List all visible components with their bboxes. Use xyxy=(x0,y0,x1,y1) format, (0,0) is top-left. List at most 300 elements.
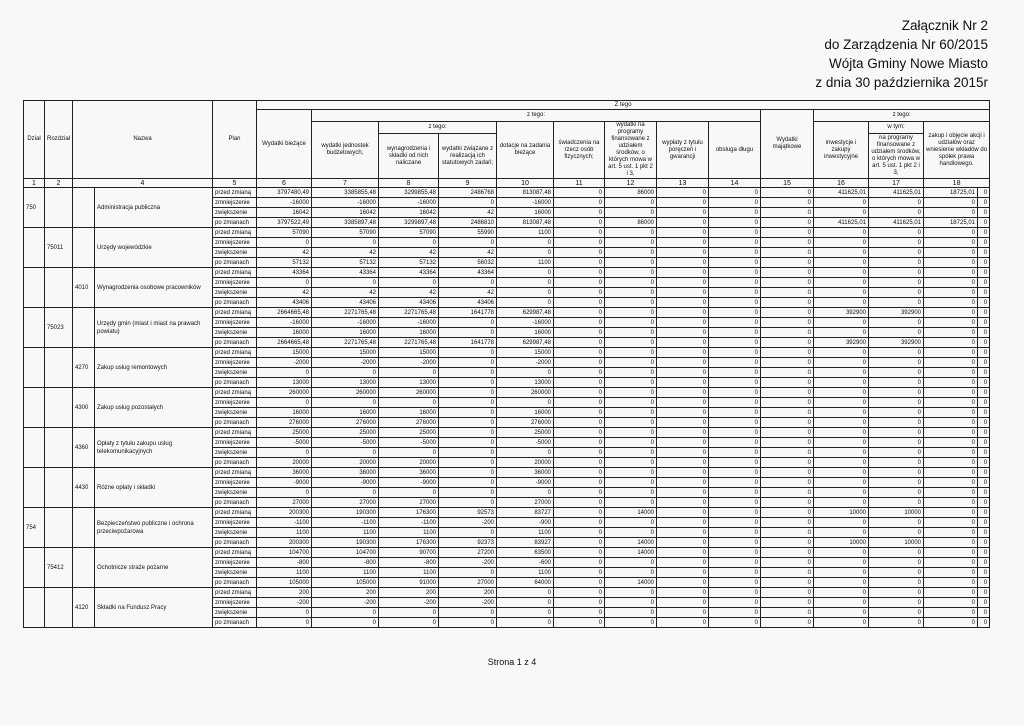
value-cell: 0 xyxy=(869,568,924,578)
value-cell: 0 xyxy=(814,328,869,338)
value-cell: 0 xyxy=(554,318,605,328)
value-cell: 813087,48 xyxy=(497,188,554,198)
value-cell: 0 xyxy=(439,498,497,508)
status-cell: zmniejszenie xyxy=(213,278,257,288)
value-cell: 105000 xyxy=(257,578,312,588)
status-cell: po zmianach xyxy=(213,418,257,428)
value-cell: 0 xyxy=(554,308,605,318)
value-cell: 0 xyxy=(924,278,978,288)
value-cell: 0 xyxy=(978,328,990,338)
value-cell: 0 xyxy=(814,198,869,208)
value-cell: 0 xyxy=(709,498,761,508)
value-cell: 0 xyxy=(554,418,605,428)
value-cell: -800 xyxy=(257,558,312,568)
value-cell: 0 xyxy=(709,288,761,298)
value-cell: 10000 xyxy=(814,538,869,548)
value-cell: 27000 xyxy=(312,498,379,508)
value-cell: 0 xyxy=(924,238,978,248)
value-cell: 276000 xyxy=(312,418,379,428)
value-cell: 0 xyxy=(709,488,761,498)
value-cell: 0 xyxy=(554,468,605,478)
value-cell: 0 xyxy=(709,338,761,348)
col-plan: Plan xyxy=(213,101,257,179)
value-cell: 0 xyxy=(814,318,869,328)
value-cell: 0 xyxy=(554,578,605,588)
value-cell: 0 xyxy=(814,358,869,368)
value-cell: 0 xyxy=(761,618,814,628)
value-cell: 0 xyxy=(709,448,761,458)
value-cell: 104700 xyxy=(257,548,312,558)
value-cell: 0 xyxy=(657,398,709,408)
value-cell: 0 xyxy=(439,388,497,398)
value-cell: 0 xyxy=(978,268,990,278)
value-cell: 10000 xyxy=(869,538,924,548)
value-cell: 0 xyxy=(554,278,605,288)
budget-table xyxy=(23,100,990,628)
paragraf-cell xyxy=(73,228,95,268)
value-cell: 2664665,48 xyxy=(257,308,312,318)
value-cell: 0 xyxy=(439,618,497,628)
value-cell: 20000 xyxy=(497,458,554,468)
value-cell: 0 xyxy=(814,558,869,568)
value-cell: 43406 xyxy=(312,298,379,308)
value-cell: 411625,01 xyxy=(869,218,924,228)
value-cell: 57132 xyxy=(257,258,312,268)
value-cell: 0 xyxy=(761,398,814,408)
status-cell: przed zmianą xyxy=(213,348,257,358)
col-number: 2 xyxy=(45,179,73,188)
col-z-tego-jednostek: z tego: xyxy=(379,122,497,134)
value-cell: 0 xyxy=(978,558,990,568)
value-cell: 15000 xyxy=(312,348,379,358)
value-cell: 0 xyxy=(554,408,605,418)
value-cell: 200 xyxy=(312,588,379,598)
value-cell: 0 xyxy=(312,448,379,458)
dzial-cell: 754 xyxy=(24,508,45,548)
value-cell: 0 xyxy=(869,468,924,478)
value-cell: 0 xyxy=(709,238,761,248)
value-cell: 0 xyxy=(709,278,761,288)
value-cell: 16042 xyxy=(379,208,439,218)
col-number: 7 xyxy=(312,179,379,188)
value-cell: 0 xyxy=(554,588,605,598)
value-cell: 0 xyxy=(761,388,814,398)
rozdzial-cell xyxy=(45,428,73,468)
value-cell: 0 xyxy=(709,208,761,218)
value-cell: 10000 xyxy=(869,508,924,518)
value-cell: 0 xyxy=(657,438,709,448)
value-cell: 0 xyxy=(379,448,439,458)
table-row xyxy=(24,348,990,358)
value-cell: 0 xyxy=(761,498,814,508)
value-cell: 0 xyxy=(554,558,605,568)
value-cell: 0 xyxy=(257,448,312,458)
value-cell: 0 xyxy=(978,288,990,298)
value-cell: 0 xyxy=(978,568,990,578)
value-cell: 57132 xyxy=(312,258,379,268)
value-cell: 0 xyxy=(978,448,990,458)
value-cell: 0 xyxy=(814,478,869,488)
value-cell: 0 xyxy=(761,238,814,248)
value-cell: 0 xyxy=(709,418,761,428)
value-cell: 2486768 xyxy=(439,188,497,198)
value-cell: 25000 xyxy=(497,428,554,438)
value-cell: 0 xyxy=(814,278,869,288)
value-cell: 0 xyxy=(814,438,869,448)
value-cell: 2271765,48 xyxy=(312,308,379,318)
table-body xyxy=(24,188,990,628)
nazwa-cell: Bezpieczeństwo publiczne i ochrona przeciwpożarowa xyxy=(95,508,213,548)
value-cell: 0 xyxy=(761,568,814,578)
value-cell: 0 xyxy=(761,538,814,548)
value-cell: 0 xyxy=(814,288,869,298)
value-cell: 0 xyxy=(709,438,761,448)
status-cell: zwiększenie xyxy=(213,248,257,258)
value-cell: 0 xyxy=(497,398,554,408)
value-cell: 0 xyxy=(709,608,761,618)
value-cell: 0 xyxy=(312,368,379,378)
value-cell: 200300 xyxy=(257,538,312,548)
value-cell: 13000 xyxy=(379,378,439,388)
dzial-cell xyxy=(24,228,45,268)
value-cell: 176300 xyxy=(379,538,439,548)
value-cell: -200 xyxy=(439,518,497,528)
value-cell: 2271765,48 xyxy=(312,338,379,348)
value-cell: 0 xyxy=(554,568,605,578)
header-line-2: do Zarządzenia Nr 60/2015 xyxy=(824,37,988,52)
value-cell: 0 xyxy=(554,528,605,538)
status-cell: zwiększenie xyxy=(213,448,257,458)
value-cell: 15000 xyxy=(257,348,312,358)
value-cell: 260000 xyxy=(257,388,312,398)
value-cell: -9000 xyxy=(312,478,379,488)
value-cell: 0 xyxy=(924,428,978,438)
value-cell: -800 xyxy=(312,558,379,568)
value-cell: 0 xyxy=(709,268,761,278)
value-cell: 0 xyxy=(554,198,605,208)
rozdzial-cell xyxy=(45,508,73,548)
value-cell: 25000 xyxy=(312,428,379,438)
value-cell: 0 xyxy=(924,418,978,428)
value-cell: -9000 xyxy=(379,478,439,488)
value-cell: 629987,48 xyxy=(497,338,554,348)
value-cell: 0 xyxy=(709,508,761,518)
rozdzial-cell: 75011 xyxy=(45,228,73,268)
value-cell: 0 xyxy=(657,618,709,628)
value-cell: -16000 xyxy=(257,198,312,208)
value-cell: 0 xyxy=(257,368,312,378)
status-cell: po zmianach xyxy=(213,498,257,508)
value-cell: 0 xyxy=(709,558,761,568)
value-cell: 0 xyxy=(761,368,814,378)
value-cell: 0 xyxy=(869,318,924,328)
value-cell: 0 xyxy=(869,618,924,628)
value-cell: 0 xyxy=(657,318,709,328)
value-cell: 0 xyxy=(978,458,990,468)
value-cell: 0 xyxy=(869,298,924,308)
value-cell: 392900 xyxy=(814,308,869,318)
col-nazwa: Nazwa xyxy=(73,101,213,179)
value-cell: 0 xyxy=(257,488,312,498)
value-cell: 0 xyxy=(709,308,761,318)
value-cell: 0 xyxy=(814,458,869,468)
value-cell: 0 xyxy=(814,528,869,538)
value-cell: 0 xyxy=(924,438,978,448)
value-cell: 0 xyxy=(554,598,605,608)
value-cell: 0 xyxy=(814,608,869,618)
value-cell: 0 xyxy=(709,568,761,578)
nazwa-cell: Ochotnicze straże pożarne xyxy=(95,548,213,588)
value-cell: 0 xyxy=(312,278,379,288)
table-row xyxy=(24,428,990,438)
dzial-cell xyxy=(24,308,45,348)
value-cell: 0 xyxy=(761,598,814,608)
col-number: 8 xyxy=(379,179,439,188)
value-cell: 13000 xyxy=(312,378,379,388)
value-cell: 0 xyxy=(924,198,978,208)
value-cell: 0 xyxy=(605,468,657,478)
paragraf-cell xyxy=(73,548,95,588)
value-cell: 0 xyxy=(978,518,990,528)
value-cell: 0 xyxy=(761,258,814,268)
value-cell: 42 xyxy=(439,248,497,258)
value-cell: 0 xyxy=(439,528,497,538)
status-cell: przed zmianą xyxy=(213,388,257,398)
value-cell: 0 xyxy=(814,548,869,558)
value-cell: 1100 xyxy=(379,528,439,538)
value-cell: 83927 xyxy=(497,538,554,548)
status-cell: po zmianach xyxy=(213,538,257,548)
value-cell: 0 xyxy=(709,228,761,238)
col-wydatki-biezace: Wydatki bieżące xyxy=(257,110,312,179)
value-cell: 0 xyxy=(869,358,924,368)
value-cell: 0 xyxy=(709,258,761,268)
value-cell: 0 xyxy=(554,368,605,378)
value-cell: 0 xyxy=(257,398,312,408)
value-cell: 0 xyxy=(657,338,709,348)
value-cell: 0 xyxy=(657,348,709,358)
status-cell: przed zmianą xyxy=(213,588,257,598)
value-cell: -5000 xyxy=(312,438,379,448)
value-cell: 0 xyxy=(657,538,709,548)
value-cell: 0 xyxy=(605,488,657,498)
value-cell: 0 xyxy=(312,608,379,618)
status-cell: przed zmianą xyxy=(213,428,257,438)
value-cell: 0 xyxy=(657,548,709,558)
value-cell: 57090 xyxy=(312,228,379,238)
table-row xyxy=(24,228,990,238)
status-cell: po zmianach xyxy=(213,218,257,228)
value-cell: 0 xyxy=(814,418,869,428)
table-row xyxy=(24,308,990,318)
value-cell: 0 xyxy=(761,188,814,198)
paragraf-cell: 4120 xyxy=(73,588,95,628)
value-cell: 0 xyxy=(761,348,814,358)
value-cell: 0 xyxy=(814,618,869,628)
value-cell: 0 xyxy=(924,468,978,478)
value-cell: 0 xyxy=(761,588,814,598)
value-cell: 0 xyxy=(439,438,497,448)
status-cell: zwiększenie xyxy=(213,328,257,338)
nazwa-cell: Wynagrodzenia osobowe pracowników xyxy=(95,268,213,308)
value-cell: 0 xyxy=(869,328,924,338)
value-cell: 0 xyxy=(814,598,869,608)
column-numbers-row xyxy=(24,179,990,188)
value-cell: 0 xyxy=(814,518,869,528)
value-cell: 0 xyxy=(978,438,990,448)
value-cell: 0 xyxy=(554,188,605,198)
rozdzial-cell: 75023 xyxy=(45,308,73,348)
value-cell: 86000 xyxy=(605,218,657,228)
value-cell: 0 xyxy=(709,368,761,378)
value-cell: 0 xyxy=(497,588,554,598)
value-cell: 0 xyxy=(814,448,869,458)
value-cell: 1100 xyxy=(497,258,554,268)
value-cell: 0 xyxy=(869,248,924,258)
nazwa-cell: Urzędy wojewódzkie xyxy=(95,228,213,268)
col-wydatki-zadania: wydatki związane z realizacją ich statutowych zadań; xyxy=(439,134,497,179)
value-cell: 0 xyxy=(439,478,497,488)
value-cell: 0 xyxy=(605,428,657,438)
value-cell: -600 xyxy=(497,558,554,568)
value-cell: 0 xyxy=(439,458,497,468)
value-cell: 0 xyxy=(554,398,605,408)
value-cell: 0 xyxy=(497,288,554,298)
value-cell: 0 xyxy=(814,468,869,478)
value-cell: 0 xyxy=(605,308,657,318)
value-cell: 0 xyxy=(605,368,657,378)
value-cell: 392900 xyxy=(869,338,924,348)
status-cell: zmniejszenie xyxy=(213,598,257,608)
value-cell: 90700 xyxy=(379,548,439,558)
value-cell: 0 xyxy=(605,568,657,578)
value-cell: 0 xyxy=(605,328,657,338)
value-cell: 3385855,48 xyxy=(312,188,379,198)
value-cell: 91000 xyxy=(379,578,439,588)
value-cell: 392900 xyxy=(869,308,924,318)
value-cell: 0 xyxy=(657,508,709,518)
value-cell: 0 xyxy=(924,608,978,618)
nazwa-cell: Zakup usług remontowych xyxy=(95,348,213,388)
value-cell: 3797480,49 xyxy=(257,188,312,198)
col-number: 13 xyxy=(657,179,709,188)
value-cell: 0 xyxy=(761,198,814,208)
value-cell: 0 xyxy=(657,298,709,308)
value-cell: 1100 xyxy=(312,568,379,578)
value-cell: 0 xyxy=(605,248,657,258)
value-cell: 0 xyxy=(554,378,605,388)
value-cell: 0 xyxy=(554,248,605,258)
dzial-cell xyxy=(24,388,45,428)
value-cell: 0 xyxy=(924,318,978,328)
value-cell: 0 xyxy=(761,298,814,308)
value-cell: 629987,48 xyxy=(497,308,554,318)
col-number: 12 xyxy=(605,179,657,188)
value-cell: 0 xyxy=(379,368,439,378)
value-cell: -2000 xyxy=(379,358,439,368)
value-cell: 0 xyxy=(761,548,814,558)
value-cell: 27200 xyxy=(439,548,497,558)
value-cell: 0 xyxy=(657,328,709,338)
value-cell: 0 xyxy=(554,238,605,248)
value-cell: 0 xyxy=(978,358,990,368)
value-cell: 0 xyxy=(257,238,312,248)
value-cell: 0 xyxy=(978,218,990,228)
value-cell: 36000 xyxy=(257,468,312,478)
value-cell: 0 xyxy=(554,298,605,308)
value-cell: 0 xyxy=(978,368,990,378)
value-cell: 0 xyxy=(978,188,990,198)
status-cell: zmniejszenie xyxy=(213,358,257,368)
value-cell: 0 xyxy=(497,248,554,258)
value-cell: 0 xyxy=(439,198,497,208)
value-cell: 0 xyxy=(978,598,990,608)
value-cell: 0 xyxy=(439,408,497,418)
value-cell: 0 xyxy=(869,598,924,608)
value-cell: 42 xyxy=(312,288,379,298)
status-cell: zmniejszenie xyxy=(213,318,257,328)
value-cell: 0 xyxy=(924,368,978,378)
value-cell: 57132 xyxy=(379,258,439,268)
value-cell: 411625,01 xyxy=(869,188,924,198)
value-cell: 0 xyxy=(257,618,312,628)
value-cell: 0 xyxy=(978,498,990,508)
value-cell: 0 xyxy=(814,498,869,508)
value-cell: 0 xyxy=(657,588,709,598)
value-cell: 18725,01 xyxy=(924,188,978,198)
status-cell: zwiększenie xyxy=(213,528,257,538)
value-cell: 86000 xyxy=(605,188,657,198)
value-cell: 0 xyxy=(924,538,978,548)
value-cell: 0 xyxy=(657,358,709,368)
value-cell: 190300 xyxy=(312,538,379,548)
value-cell: 0 xyxy=(554,488,605,498)
value-cell: 0 xyxy=(554,478,605,488)
value-cell: 0 xyxy=(554,438,605,448)
value-cell: 0 xyxy=(605,458,657,468)
value-cell: 56032 xyxy=(439,258,497,268)
value-cell: 0 xyxy=(657,598,709,608)
value-cell: 0 xyxy=(924,508,978,518)
value-cell: -16000 xyxy=(379,318,439,328)
value-cell: 0 xyxy=(924,408,978,418)
value-cell: 0 xyxy=(709,598,761,608)
rozdzial-cell xyxy=(45,588,73,628)
value-cell: 0 xyxy=(814,568,869,578)
value-cell: 0 xyxy=(497,598,554,608)
value-cell: -5000 xyxy=(379,438,439,448)
rozdzial-cell xyxy=(45,468,73,508)
value-cell: 0 xyxy=(814,228,869,238)
value-cell: 0 xyxy=(978,248,990,258)
value-cell: 0 xyxy=(554,338,605,348)
value-cell: 16000 xyxy=(379,408,439,418)
col-dotacje: dotacje na zadania bieżące xyxy=(497,122,554,179)
value-cell: 0 xyxy=(657,368,709,378)
value-cell: 0 xyxy=(869,548,924,558)
value-cell: 176300 xyxy=(379,508,439,518)
status-cell: po zmianach xyxy=(213,378,257,388)
value-cell: 0 xyxy=(814,428,869,438)
value-cell: 0 xyxy=(761,318,814,328)
value-cell: 0 xyxy=(605,338,657,348)
value-cell: 0 xyxy=(978,378,990,388)
value-cell: 0 xyxy=(657,288,709,298)
value-cell: 813087,48 xyxy=(497,218,554,228)
value-cell: 0 xyxy=(869,578,924,588)
value-cell: 0 xyxy=(379,608,439,618)
value-cell: 0 xyxy=(978,258,990,268)
